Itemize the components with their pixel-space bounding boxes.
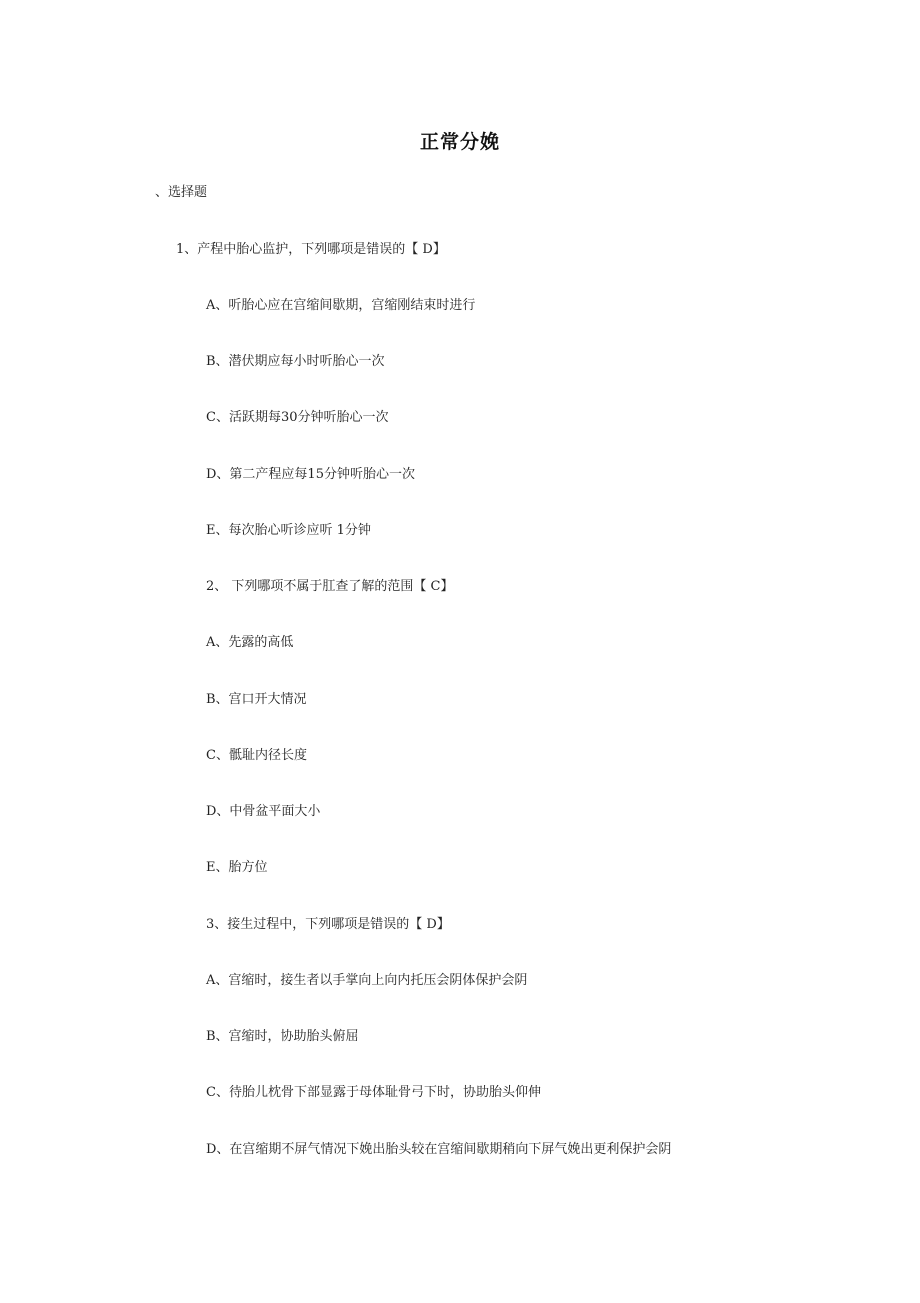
question-3-option-a: A、宫缩时，接生者以手掌向上向内托压会阴体保护会阴	[206, 973, 528, 988]
question-2-option-a: A、先露的高低	[206, 635, 294, 650]
question-3-stem: 3、接生过程中，下列哪项是错误的【 D】	[206, 917, 450, 932]
section-heading: 、选择题	[155, 185, 208, 200]
question-1-option-e: E、每次胎心听诊应听 1分钟	[206, 523, 371, 538]
question-3-option-b: B、宫缩时，协助胎头俯屈	[206, 1029, 359, 1044]
question-1-stem: 1、产程中胎心监护，下列哪项是错误的【 D】	[176, 242, 446, 257]
question-1-option-b: B、潜伏期应每小时听胎心一次	[206, 354, 385, 369]
question-2-option-e: E、胎方位	[206, 860, 268, 875]
question-2-option-b: B、宫口开大情况	[206, 692, 307, 707]
page-title: 正常分娩	[419, 131, 500, 153]
question-1-option-a: A、听胎心应在宫缩间歇期，宫缩刚结束时进行	[206, 298, 476, 313]
question-2-option-c: C、骶耻内径长度	[206, 748, 307, 763]
question-3-option-c: C、待胎儿枕骨下部显露于母体耻骨弓下时，协助胎头仰伸	[206, 1085, 541, 1100]
question-2-stem: 2、 下列哪项不属于肛查了解的范围【 C】	[206, 579, 454, 594]
question-1-option-d: D、第二产程应每15分钟听胎心一次	[206, 467, 415, 482]
question-2-option-d: D、中骨盆平面大小	[206, 804, 321, 819]
question-1-option-c: C、活跃期每30分钟听胎心一次	[206, 410, 389, 425]
question-3-option-d: D、在宫缩期不屏气情况下娩出胎头较在宫缩间歇期稍向下屏气娩出更利保护会阴	[206, 1142, 672, 1157]
